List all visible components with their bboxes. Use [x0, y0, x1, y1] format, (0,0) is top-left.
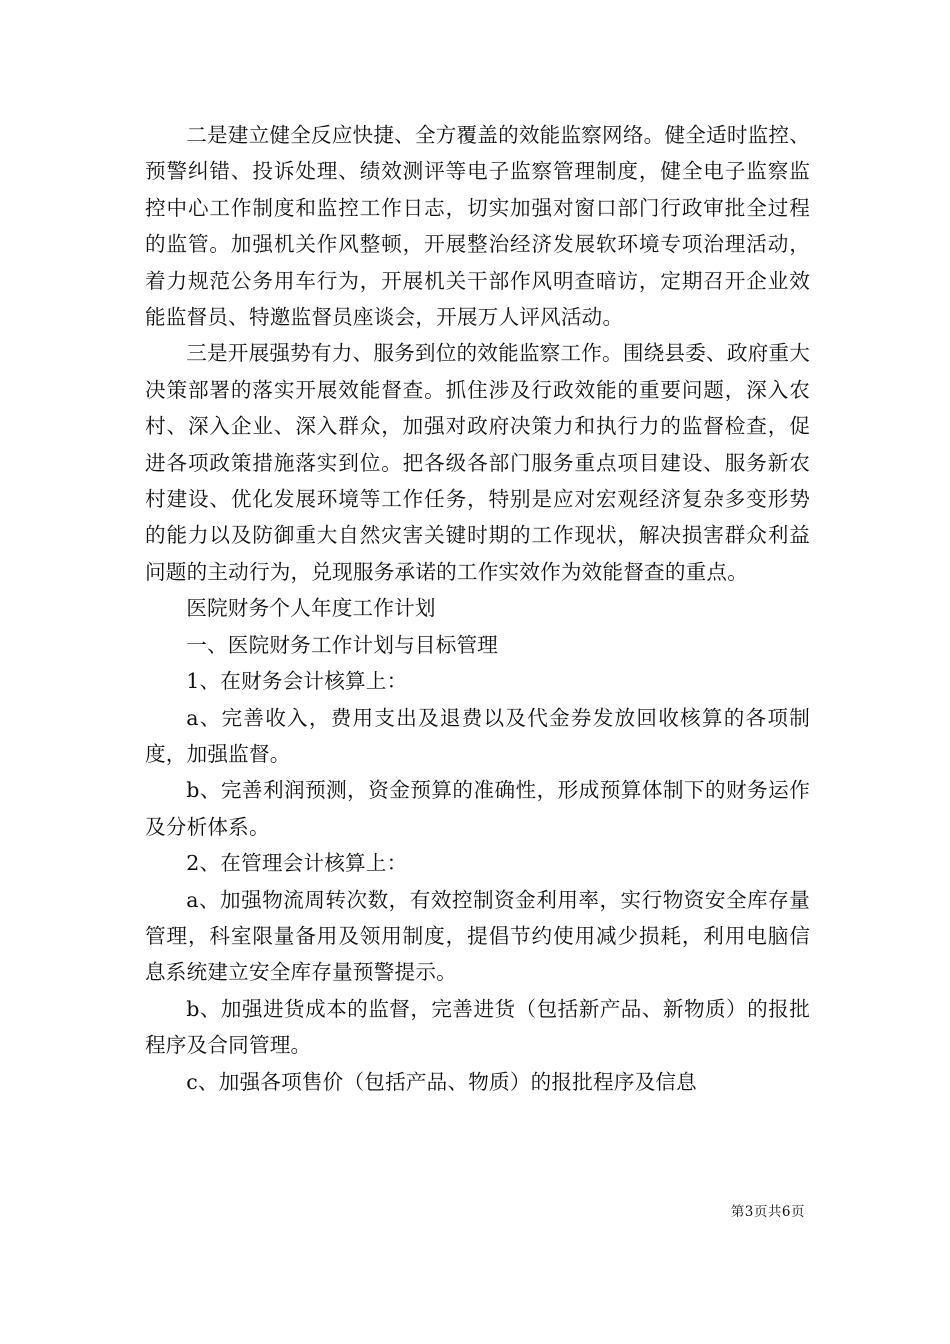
document-body	[145, 117, 810, 1100]
item-a-income: a、完善收入，费用支出及退费以及代金券发放回收核算的各项制度，加强监督。	[145, 705, 810, 766]
item-a-logistics: a、加强物流周转次数，有效控制资金利用率，实行物资安全库存量管理，科室限量备用及领用制度，提倡节约使用减少损耗，利用电脑信息系统建立安全库存量预警提示。	[145, 887, 810, 985]
heading-management-accounting: 2、在管理会计核算上：	[186, 851, 408, 876]
item-c-pricing: c、加强各项售价（包括产品、物质）的报批程序及信息	[186, 1069, 697, 1094]
page-number: 第3页共6页	[730, 1204, 805, 1220]
heading-planning: 一、医院财务工作计划与目标管理	[186, 632, 499, 657]
section-title: 医院财务个人年度工作计划	[186, 596, 436, 621]
item-b-purchasing: b、加强进货成本的监督，完善进货（包括新产品、新物质）的报批程序及合同管理。	[145, 996, 810, 1058]
item-b-profit: b、完善利润预测，资金预算的准确性，形成预算体制下的财务运作及分析体系。	[145, 778, 810, 839]
heading-financial-accounting: 1、在财务会计核算上：	[186, 669, 408, 694]
paragraph-efficiency-supervision: 三是开展强势有力、服务到位的效能监察工作。围绕县委、政府重大决策部署的落实开展效能督查。抓住涉及行政效能的重要问题，深入农村、深入企业、深入群众，加强对政府决策力和执行力的监督检查，促进各项政策措施落实到位。把各级各部门服务重点项目建设、服务新农村建设、优化发展环境等工作任务，特别是应对宏观经济复杂多变形势的能力以及防御重大自然灾害关键时期的工作现状，解决损害群众利益问题的主动行为，兑现服务承诺的工作实效作为效能督查的重点。	[145, 341, 810, 584]
paragraph-efficiency-network: 二是建立健全反应快捷、全方覆盖的效能监察网络。健全适时监控、预警纠错、投诉处理、绩效测评等电子监察管理制度，健全电子监察监控中心工作制度和监控工作日志，切实加强对窗口部门行政审批全过程的监管。加强机关作风整顿，开展整治经济发展软环境专项治理活动，着力规范公务用车行为，开展机关干部作风明查暗访，定期召开企业效能监督员、特邀监督员座谈会，开展万人评风活动。	[145, 123, 810, 330]
